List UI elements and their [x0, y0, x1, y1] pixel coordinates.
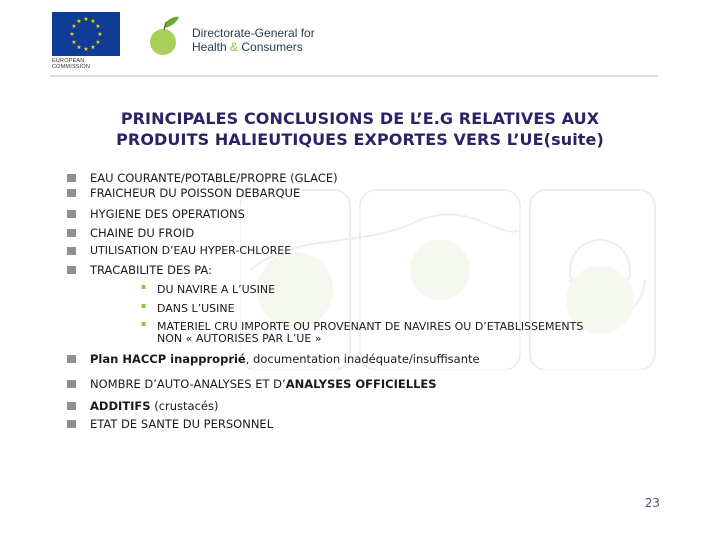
slide-title [60, 108, 660, 150]
bullet-item [90, 399, 218, 413]
svg-text:★: ★ [83, 16, 89, 23]
dg-line-1: Directorate-General for [192, 26, 315, 40]
sub-bullet-text: DANS L’USINE [157, 302, 235, 315]
bullet-item: FRAICHEUR DU POISSON DEBARQUE [90, 186, 301, 200]
svg-text:★: ★ [71, 39, 77, 46]
eu-flag-logo [52, 12, 120, 62]
bullet-item [90, 352, 480, 366]
sub-bullet-item [141, 301, 235, 315]
bullet-item: UTILISATION D’EAU HYPER-CHLOREE [90, 244, 292, 257]
svg-text:★: ★ [76, 44, 82, 51]
svg-text:★: ★ [69, 31, 75, 38]
sub-bullet-item [141, 282, 276, 296]
svg-text:★: ★ [83, 46, 89, 53]
svg-text:★: ★ [95, 23, 101, 30]
svg-text:★: ★ [90, 18, 96, 25]
dg-consumers: Consumers [241, 40, 303, 54]
bullet-bold: ADDITIFS [90, 399, 151, 413]
page-number: 23 [644, 496, 660, 510]
dg-line-2 [192, 40, 315, 54]
svg-text:★: ★ [97, 31, 103, 38]
svg-text:★: ★ [90, 44, 96, 51]
sub-bullet-marker: ▪ [141, 301, 147, 310]
apple-leaf-logo-icon [150, 14, 180, 60]
svg-text:★: ★ [71, 23, 77, 30]
sub-bullet-marker: ▪ [141, 319, 147, 328]
bullet-item: HYGIENE DES OPERATIONS [90, 207, 245, 221]
sub-bullet-text: MATERIEL CRU IMPORTE OU PROVENANT DE NAVIRES OU D’ETABLISSEMENTS [157, 320, 584, 333]
bullet-item: EAU COURANTE/POTABLE/PROPRE (GLACE) [90, 171, 338, 185]
sub-bullet-marker: ▪ [141, 282, 147, 291]
title-line-1: PRINCIPALES CONCLUSIONS DE L’E.G RELATIVES AUX [120, 109, 600, 128]
bullet-item [90, 377, 437, 391]
bullet-bold: TRACABILITE DES PA [90, 263, 209, 277]
svg-text:★: ★ [95, 39, 101, 46]
sub-bullet-continuation: NON « AUTORISES PAR L’UE » [157, 332, 322, 345]
bullet-bold: Plan HACCP inapproprié [90, 352, 246, 366]
bullet-rest: : [208, 263, 212, 277]
bullet-bold: ANALYSES OFFICIELLES [285, 377, 437, 391]
title-line-2: PRODUITS HALIEUTIQUES EXPORTES VERS L’UE(suite) [116, 130, 604, 149]
bullet-rest: (crustacés) [150, 399, 219, 413]
dg-ampersand: & [230, 40, 239, 54]
svg-text:★: ★ [76, 18, 82, 25]
bullet-item [90, 263, 212, 277]
bullet-item: ETAT DE SANTE DU PERSONNEL [90, 417, 274, 431]
dg-health: Health [192, 40, 227, 54]
dg-title [192, 26, 315, 54]
bullet-item: CHAINE DU FROID [90, 226, 195, 240]
bullet-rest: , documentation inadéquate/insuffisante [245, 352, 480, 366]
bullet-text: NOMBRE D’AUTO-ANALYSES ET D’ [90, 377, 286, 391]
header-divider [50, 75, 658, 77]
sub-bullet-text: DU NAVIRE A L’USINE [157, 283, 276, 296]
eu-caption: EUROPEAN COMMISSION [52, 58, 91, 70]
